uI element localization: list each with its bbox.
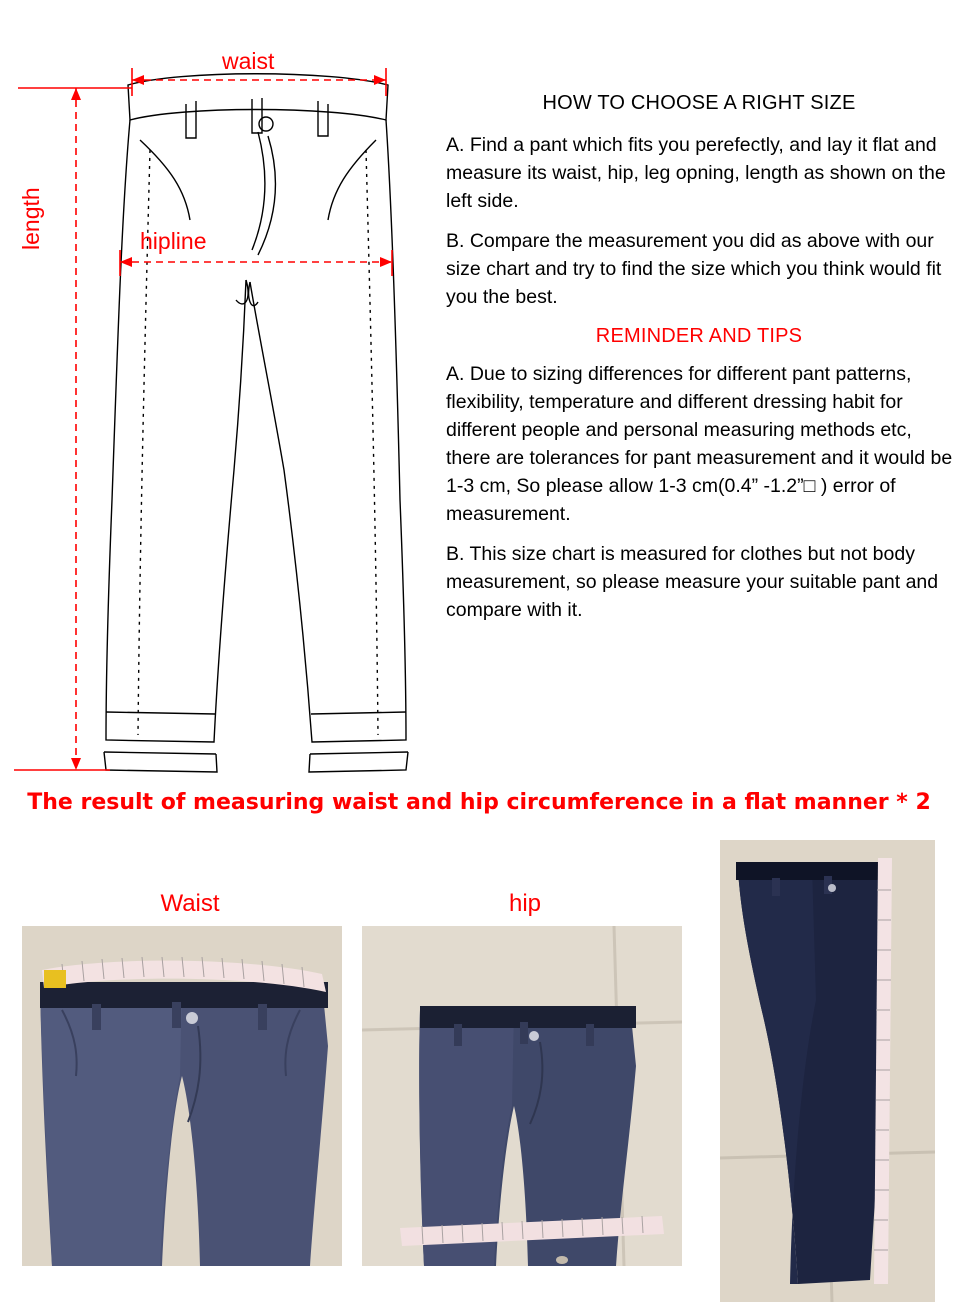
instruction-item-a: A. Find a pant which fits you perefectly, and lay it flat and measure its waist, hip, leg opning, length as shown on the left side. [446,134,946,212]
instruction-item-b: B. Compare the measurement you did as above with our size chart and try to find the size which you think would fit you the best. [446,230,942,308]
instructions-panel [440,92,958,636]
waist-dimension-label: waist [222,48,275,74]
photo-hip-measurement [362,926,682,1266]
reminder-heading: REMINDER AND TIPS [595,325,803,347]
photo-waist-measurement [22,926,342,1266]
photo-label-waist: Waist [160,890,220,917]
reminder-item-a: A. Due to sizing differences for different pant patterns, flexibility, temperature and different dressing habit for different people and personal measuring methods etc, there are tolerances for pant measurement and it would be 1-3 cm, So please allow 1-3 cm(0.4” -1.2”□ ) error of measurement. [446,363,953,525]
pants-line-drawing [0,0,440,790]
photo-length-measurement [720,840,935,1302]
hipline-dimension-label: hipline [140,228,207,254]
instructions-heading: HOW TO CHOOSE A RIGHT SIZE [542,92,856,114]
pants-measurement-diagram [0,0,440,790]
reminder-item-b: B. This size chart is measured for clothes but not body measurement, so please measure your suitable pant and compare with it. [446,543,939,621]
measuring-result-banner: The result of measuring waist and hip circumference in a flat manner * 2 [27,790,931,815]
length-dimension-label: length [18,187,44,250]
photo-label-hip: hip [508,890,542,917]
photo-examples-section [0,828,958,1302]
